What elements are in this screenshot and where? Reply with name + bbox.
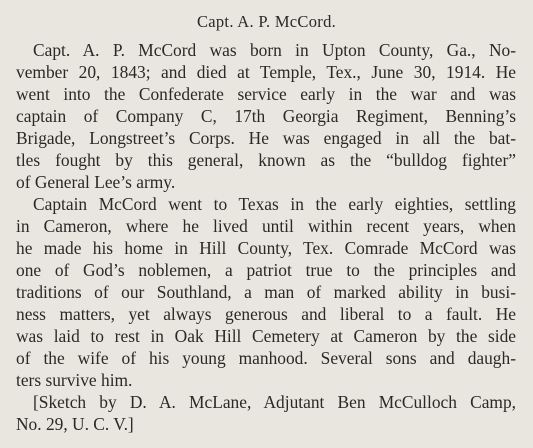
- text-line: traditions of our Southland, a man of marked ability in busi-: [16, 282, 516, 302]
- text-line: tles fought by this general, known as the “bulldog fighter”: [16, 150, 516, 170]
- text-line: he made his home in Hill County, Tex. Comrade McCord was: [16, 238, 516, 258]
- text-line: was laid to rest in Oak Hill Cemetery at Cameron by the side: [16, 326, 516, 346]
- text-line: Capt. A. P. McCord was born in Upton County, Ga., No-: [33, 40, 516, 60]
- text-line: one of God’s noblemen, a patriot true to the principles and: [16, 260, 516, 280]
- text-line: ters survive him.: [16, 370, 133, 390]
- article-title: Capt. A. P. McCord.: [196, 12, 337, 31]
- text-line: captain of Company C, 17th Georgia Regiment, Benning’s: [16, 106, 516, 126]
- text-line: of the wife of his young manhood. Several sons and daugh-: [16, 348, 516, 368]
- text-line: vember 20, 1843; and died at Temple, Tex., June 30, 1914. He: [16, 62, 516, 82]
- text-line: went into the Confederate service early in the war and was: [16, 84, 516, 104]
- text-line: of General Lee’s army.: [16, 172, 176, 192]
- text-line: in Cameron, where he lived until within recent years, when: [16, 216, 516, 236]
- text-line: [Sketch by D. A. McLane, Adjutant Ben McCulloch Camp,: [33, 392, 516, 412]
- text-line: Brigade, Longstreet’s Corps. He was engaged in all the bat-: [16, 128, 516, 148]
- text-line: No. 29, U. C. V.]: [16, 414, 134, 434]
- text-line: Captain McCord went to Texas in the early eighties, settling: [33, 194, 516, 214]
- text-line: ness matters, yet always generous and liberal to a fault. He: [16, 304, 516, 324]
